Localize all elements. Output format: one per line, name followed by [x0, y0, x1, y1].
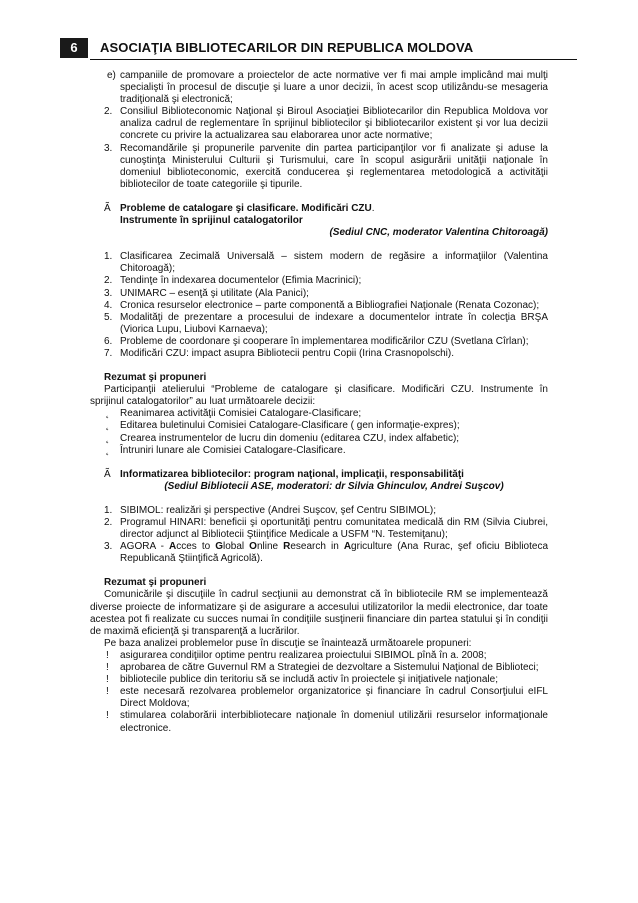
list-item [90, 408, 548, 420]
section-marker: Ã [104, 202, 111, 214]
list-text: campaniile de promovare a proiectelor de acte normative ver fi mai ample implicând mai mulţi specialişti în procesul de discuţie şi luare a unor decizii, în acest scop utilizându-se mesageria tradiţională şi electronică; [120, 70, 548, 106]
summary-heading: Rezumat şi propuneri [104, 577, 207, 589]
text-run: cces to [176, 541, 216, 553]
bullet-marker: ˛ [106, 420, 110, 432]
list-text: Reanimarea activităţii Comisiei Catalogare-Clasificare; [120, 408, 362, 420]
list-text: UNIMARC – esenţă şi utilitate (Ala Panici); [120, 287, 309, 299]
text-run: esearch in [290, 541, 344, 553]
list-marker: 3. [104, 287, 113, 299]
list-text: Cronica resurselor electronice – parte componentă a Bibliografiei Naţionale (Renata Cozonac); [120, 299, 540, 311]
list-item [90, 686, 548, 710]
bullet-marker: ˛ [106, 432, 110, 444]
list-item [90, 251, 548, 275]
list-text: aprobarea de către Guvernul RM a Strategiei de dezvoltare a Sistemului Naţional de Biblioteci; [120, 662, 539, 674]
list-marker: 3. [104, 541, 113, 553]
exclamation-marker: ! [106, 649, 109, 661]
list-marker: 2. [104, 517, 113, 528]
list-item [90, 275, 548, 287]
list-marker: 3. [104, 142, 113, 154]
list-item [90, 662, 548, 674]
list-text: Tendinţe în indexarea documentelor (Efimia Macrinici); [120, 275, 362, 287]
section-heading [90, 203, 548, 227]
list-text: este necesară rezolvarea problemelor organizatorice şi financiare în cadrul Consorţiului eIFL Direct Moldova; [120, 686, 548, 710]
list-item [90, 300, 548, 312]
list-text: Crearea instrumentelor de lucru din domeniu (editarea CZU, index alfabetic); [120, 432, 460, 444]
list-item [90, 445, 548, 457]
text-run: AGORA - [120, 541, 169, 553]
exclamation-marker: ! [106, 674, 109, 686]
list-marker: 2. [104, 275, 113, 287]
list-item [90, 70, 548, 106]
list-text: Clasificarea Zecimală Universală – sistem modern de regăsire a informaţiilor (Valentina Chitoroagă); [120, 251, 548, 275]
list-marker: 5. [104, 311, 113, 323]
list-item [90, 433, 548, 445]
list-text: Consiliul Biblioteconomic Naţional şi Biroul Asociaţiei Bibliotecarilor din Republica Moldova vor analiza cadrul de reglementare în sprijinul bibliotecilor şi bibliotecarilor existent şi vor lua decizii concrete cu privire la actualizarea sau elaborarea unor acte normative; [120, 106, 548, 142]
list-item [90, 143, 548, 191]
text-run: lobal [223, 541, 250, 553]
list-text: Întruniri lunare ale Comisiei Catalogare-Clasificare. [120, 444, 346, 456]
section-subtitle: Instrumente în sprijinul catalogatorilor [120, 215, 303, 227]
list-text [120, 541, 548, 564]
list-item [90, 517, 548, 541]
text-run: griculture (Ana Rurac, şef oficiu Biblioteca Republicană Ştiinţifică Agricolă). [120, 541, 549, 565]
bold-letter: A [168, 541, 177, 553]
section-venue: (Sediul CNC, moderator Valentina Chitoroagă) [329, 227, 548, 239]
exclamation-marker: ! [106, 662, 109, 674]
list-marker: e) [107, 70, 116, 81]
page-number: 6 [60, 38, 88, 58]
list-marker: 7. [104, 347, 113, 359]
section-marker: Ã [104, 468, 111, 480]
summary-text: Pe baza analizei problemelor puse în discuţie se înaintează următoarele propuneri: [104, 637, 472, 649]
list-marker: 4. [104, 299, 113, 311]
list-item [90, 674, 548, 686]
list-item [90, 312, 548, 336]
list-text: bibliotecile publice din teritoriu să se includă activ în proiectele şi iniţiativele naţionale; [120, 674, 498, 686]
list-text: Programul HINARI: beneficii şi oportunităţi pentru comunitatea medicală din RM (Silvia Ciubrei, director adjunct al Bibliotecii Ştiinţifice Medicale a USFM “N. Testemiţanu); [120, 517, 548, 541]
section-title: Informatizarea bibliotecilor: program naţional, implicaţii, responsabilităţi [120, 468, 464, 480]
running-title: ASOCIAŢIA BIBLIOTECARILOR DIN REPUBLICA MOLDOVA [100, 40, 474, 55]
list-text: Modificări CZU: impact asupra Bibliotecii pentru Copii (Irina Crasnopolschi). [120, 347, 455, 359]
list-text: asigurarea condiţiilor optime pentru realizarea proiectului SIBIMOL pînă în a. 2008; [120, 649, 487, 661]
list-marker: 1. [104, 251, 113, 263]
bold-letter: O [249, 541, 257, 553]
bold-letter: A [343, 541, 352, 553]
summary-heading: Rezumat şi propuneri [104, 372, 207, 384]
list-text: SIBIMOL: realizări şi perspective (Andrei Suşcov, şef Centru SIBIMOL); [120, 504, 437, 516]
bold-letter: R [283, 541, 291, 553]
list-text: Probleme de coordonare şi cooperare în implementarea modificărilor CZU (Svetlana Cîrlan); [120, 335, 529, 347]
section-heading [90, 469, 548, 481]
list-item [90, 336, 548, 348]
list-marker: 2. [104, 106, 113, 118]
list-item [90, 420, 548, 432]
list-text: Recomandările şi propunerile parvenite din partea participanţilor vor fi analizate şi aduse la cunoştinţa Ministerului Culturii şi Turismului, care în scopul asigurării unităţii naţionale în domeniul biblioteconomic, exercită conducerea şi reglementarea metodologică a activităţii bibliotecilor de toate categoriile şi tipurile. [120, 142, 548, 190]
bold-letter: G [215, 541, 223, 553]
list-item [90, 650, 548, 662]
list-item [90, 348, 548, 360]
page-header [60, 38, 577, 60]
section-title: Probleme de catalogare şi clasificare. Modificări CZU [120, 202, 372, 214]
summary-text: Participanţii atelierului “Probleme de catalogare şi clasificare. Modificări CZU. Instrumente în sprijinul catalogatorilor” au luat următoarele decizii: [90, 384, 548, 408]
bullet-marker: ˛ [106, 408, 110, 420]
summary-text: Comunicările şi discuţiile în cadrul secţiunii au demonstrat că în bibliotecile RM se implementează diverse proiecte de informatizare şi de asigurare a accesului utilizatorilor la medii electronice, dar toate acestea pot fi realizate cu succes numai în condiţiile susţinerii financiare din partea statului şi în condiţii de maximă eficienţă şi transparenţă a lucrărilor. [90, 589, 548, 637]
list-item [90, 541, 548, 565]
list-item [90, 288, 548, 300]
bullet-marker: ˛ [106, 444, 110, 456]
section-venue: (Sediul Bibliotecii ASE, moderatori: dr Silvia Ghinculov, Andrei Suşcov) [164, 480, 504, 492]
list-marker: 6. [104, 335, 113, 347]
section-title-dot: . [371, 202, 375, 214]
header-rule [90, 59, 577, 60]
exclamation-marker: ! [106, 710, 109, 722]
list-text: Editarea buletinului Comisiei Catalogare-Clasificare ( gen informaţie-expres); [120, 420, 460, 432]
list-text: Modalităţi de prezentare a procesului de indexare a documentelor intrate în colecţia BRŞA (Viorica Lupu, Liubovi Karnaeva); [120, 311, 548, 335]
exclamation-marker: ! [106, 686, 109, 698]
list-item [90, 505, 548, 517]
list-item [90, 106, 548, 142]
list-marker: 1. [104, 504, 113, 516]
list-item [90, 710, 548, 734]
text-run: nline [256, 541, 284, 553]
page-body [90, 70, 548, 735]
list-text: stimularea colaborării interbibliotecare naţionale în domeniul utilizării resurselor informaţionale electronice. [120, 710, 548, 734]
